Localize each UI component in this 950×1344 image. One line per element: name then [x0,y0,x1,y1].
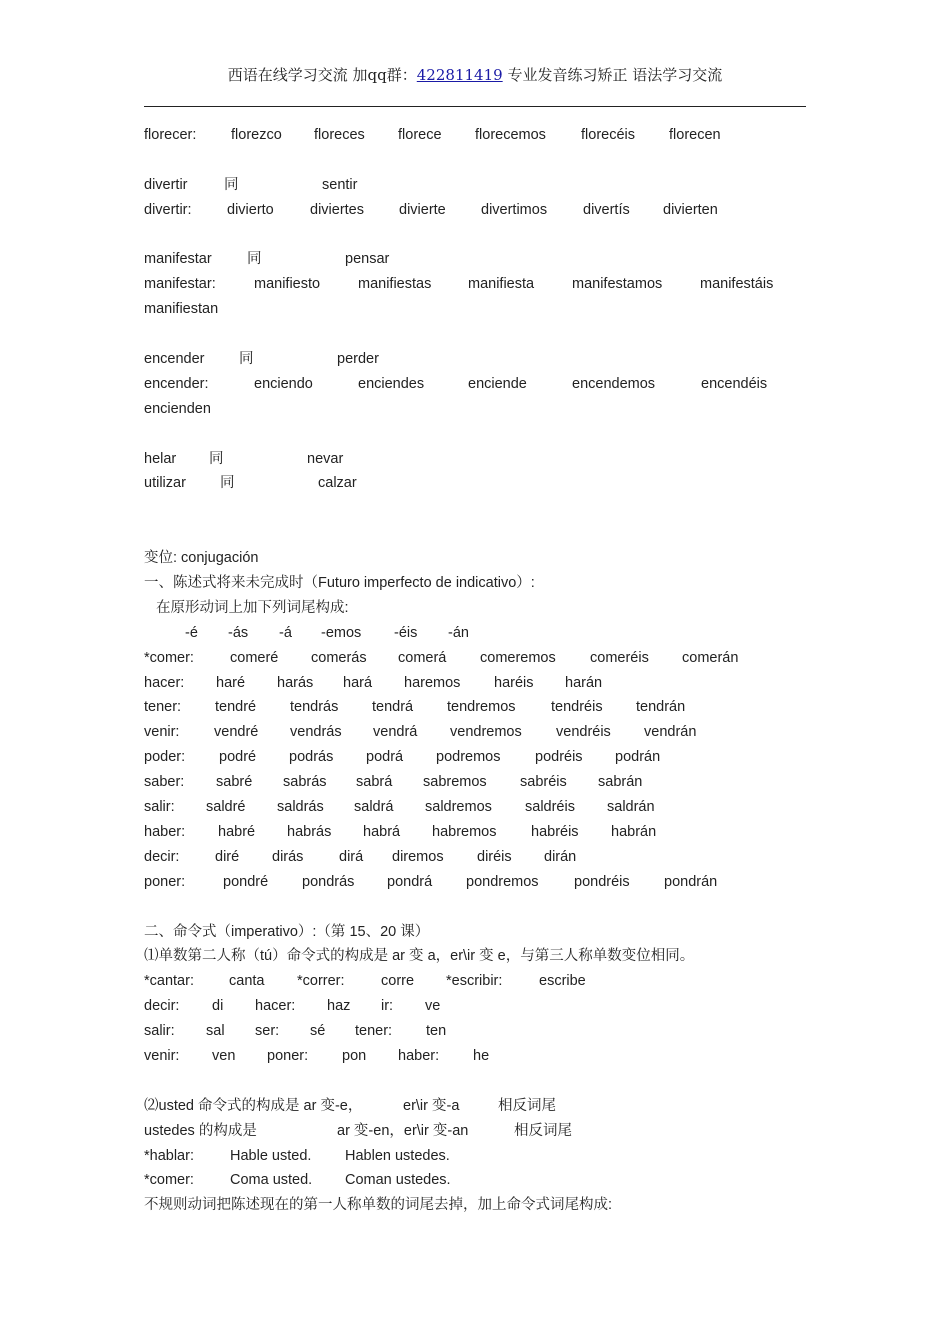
verb-form: enciende [468,375,527,392]
cell-text: habréis [531,823,579,840]
cell-text: saber: [144,774,185,791]
verb-form: manifiestan [144,301,219,318]
cell-text: habrá [363,823,401,840]
conjugation-row [144,745,806,770]
cell-text: ve [425,998,441,1015]
cell-text: sabréis [520,774,567,791]
cell-text: sabré [216,774,253,791]
cell-text: comeré [230,649,279,666]
cell-text: hará [343,674,373,691]
cell-text: harás [277,674,314,691]
cell-text: canta [229,973,265,990]
cell-text: pondrás [302,873,355,890]
cell-text: *correr: [297,973,345,990]
cell-text: Hable usted. [230,1147,312,1164]
cell-text: habremos [432,823,497,840]
verb-form: floreces [314,127,365,143]
rule-row [144,1094,806,1119]
verb-form: enciendo [254,375,313,392]
cell-text: tendrá [372,699,414,716]
cell-text: tendrán [636,699,686,716]
cell-text: corre [381,973,415,990]
example-row [144,1168,806,1193]
cell-text: ser: [255,1023,280,1040]
ending: -án [448,624,469,641]
verb-form: divierte [399,201,446,218]
verb-form: enciendes [358,375,425,392]
cell-text: pondremos [466,873,539,890]
cell-text: tener: [144,699,182,716]
same-as-row [144,447,806,472]
cell-text: haz [327,998,351,1015]
cell-text: saldré [206,799,246,816]
cell-text: vendréis [556,724,611,741]
cell-text: sé [310,1023,326,1040]
conjugation-row [144,272,806,297]
ending: -ás [228,624,249,641]
same-as-marker: 同 [209,450,224,467]
cell-text: saldrán [607,799,655,816]
cell-text: podrás [289,749,334,766]
cell-text: sabrán [598,774,643,791]
page-header [144,64,806,85]
conjugation-row [144,123,806,148]
endings-row [144,621,806,646]
verb-form: florezco [231,127,282,143]
cell-text: podréis [535,749,583,766]
cell-text: saldremos [425,799,492,816]
verb-form: manifestamos [572,276,663,293]
same-as-row [144,471,806,496]
verb-label: florecer: [144,127,197,143]
same-as-row [144,247,806,272]
example-row [144,969,806,994]
cell-text: escribe [539,973,586,990]
verb-form: florecéis [581,127,635,143]
cell-text: harán [565,674,603,691]
cell-text: *hablar: [144,1147,194,1164]
cell-text: tendréis [551,699,603,716]
cell-text: ir: [381,998,394,1015]
cell-text: habrás [287,823,332,840]
section-description: 在原形动词上加下列词尾构成: [156,599,349,616]
conjugation-row [144,198,806,223]
cell-text: tener: [355,1023,393,1040]
cell-text: vendremos [450,724,522,741]
verb-form: florecemos [475,127,546,143]
cell-text: 相反词尾 [498,1097,556,1114]
cell-text: *comer: [144,649,194,666]
verb-label: encender: [144,375,209,392]
cell-text: comeréis [590,649,649,666]
cell-text: Coma usted. [230,1172,313,1189]
cell-text: podré [219,749,257,766]
cell-text: vendrás [290,724,342,741]
model-verb: calzar [318,475,357,492]
verb-label: helar [144,450,177,467]
cell-text: dirás [272,848,304,865]
verb-form: encendemos [572,375,656,392]
verb-form: manifestáis [700,276,774,293]
cell-text: hacer: [255,998,296,1015]
cell-text: habré [218,823,256,840]
verb-label: divertir: [144,201,192,218]
model-verb: pensar [345,251,390,268]
cell-text: vendrán [644,724,697,741]
cell-text: tendrás [290,699,339,716]
cell-text: ar 变-en，er\ir 变-an [337,1122,469,1139]
verb-label: manifestar: [144,276,216,293]
same-as-row [144,173,806,198]
cell-text: pondré [223,873,269,890]
example-row [144,994,806,1019]
cell-text: saldréis [525,799,575,816]
same-as-row [144,347,806,372]
conjugation-row [144,845,806,870]
cell-text: habrán [611,823,657,840]
cell-text: saldrás [277,799,324,816]
conjugation-row [144,870,806,895]
cell-text: 相反词尾 [514,1122,572,1139]
cell-text: diremos [392,848,444,865]
verb-form: encienden [144,400,211,417]
cell-text: Coman ustedes. [345,1172,451,1189]
conjugation-row [144,820,806,845]
cell-text: di [212,998,224,1015]
cell-text: saldrá [354,799,394,816]
cell-text: salir: [144,799,175,816]
verb-form: manifiestas [358,276,432,293]
cell-text: *cantar: [144,973,194,990]
model-verb: perder [337,351,379,368]
cell-text: pondrán [664,873,718,890]
cell-text: ustedes 的构成是 [144,1122,257,1139]
conjugation-row [144,795,806,820]
cell-text: comerás [311,649,367,666]
cell-text: dirán [544,848,577,865]
cell-text: poder: [144,749,186,766]
cell-text: er\ir 变-a [403,1097,460,1114]
cell-text: haber: [144,823,186,840]
conjugation-row [144,695,806,720]
cell-text: salir: [144,1023,175,1040]
same-as-marker: 同 [220,475,235,492]
verb-label: utilizar [144,475,186,492]
verb-form: manifiesto [254,276,321,293]
header-divider [144,106,806,107]
cell-text: diré [215,848,240,865]
cell-text: haremos [404,674,461,691]
verb-form: divierten [663,201,718,218]
same-as-marker: 同 [239,351,254,368]
verb-form: encendéis [701,375,768,392]
verb-form: divertimos [481,201,548,218]
conjugation-row [144,646,806,671]
verb-form: divierto [227,201,274,218]
verb-label: encender [144,351,205,368]
cell-text: sabremos [423,774,487,791]
cell-text: podrán [615,749,661,766]
example-row [144,1144,806,1169]
verb-form: florecen [669,127,721,143]
cell-text: he [473,1047,490,1064]
qq-group-link[interactable]: 422811419 [416,66,503,84]
cell-text: vendrá [373,724,418,741]
cell-text: decir: [144,998,180,1015]
cell-text: comerá [398,649,447,666]
cell-text: diréis [477,848,512,865]
example-row [144,1019,806,1044]
cell-text: venir: [144,1047,180,1064]
model-verb: sentir [322,176,358,193]
same-as-marker: 同 [224,176,239,193]
cell-text: decir: [144,848,180,865]
cell-text: venir: [144,724,180,741]
header-prefix: 西语在线学习交流 加qq群： [227,66,417,84]
verb-form: manifiesta [468,276,535,293]
verb-form: divertís [583,201,630,218]
ending: -éis [394,624,418,641]
conjugation-row [144,372,806,397]
cell-text: tendré [215,699,257,716]
conjugation-row [144,720,806,745]
cell-text: ven [212,1047,236,1064]
verb-label: manifestar [144,251,212,268]
header-suffix: 专业发音练习矫正 语法学习交流 [502,66,723,84]
example-row [144,1044,806,1069]
rule-text: 不规则动词把陈述现在的第一人称单数的词尾去掉，加上命令式词尾构成: [144,1197,613,1214]
cell-text: Hablen ustedes. [345,1147,450,1164]
cell-text: sal [206,1023,225,1040]
same-as-marker: 同 [247,251,262,268]
cell-text: pondrá [387,873,433,890]
cell-text: pondréis [574,873,630,890]
rule-row [144,1119,806,1144]
cell-text: pon [342,1047,367,1064]
cell-text: ten [426,1023,447,1040]
cell-text: poner: [144,873,186,890]
ending: -é [185,624,198,641]
cell-text: comeremos [480,649,556,666]
cell-text: podrá [366,749,404,766]
cell-text: haréis [494,674,534,691]
cell-text: poner: [267,1047,309,1064]
cell-text: dirá [339,848,364,865]
ending: -emos [321,624,362,641]
cell-text: podremos [436,749,501,766]
rule-text: ⑴单数第二人称（tú）命令式的构成是 ar 变 a，er\ir 变 e，与第三人称单数变位相同。 [144,948,695,965]
conjugation-row [144,671,806,696]
verb-label: divertir [144,176,188,193]
cell-text: haber: [398,1047,440,1064]
cell-text: sabrá [356,774,393,791]
cell-text: comerán [682,649,739,666]
section-heading: 变位: conjugación [144,550,259,567]
cell-text: tendremos [447,699,516,716]
section-title: 二、命令式（imperativo）:（第 15、20 课） [144,923,430,940]
cell-text: vendré [214,724,259,741]
cell-text: sabrás [283,774,327,791]
conjugation-row [144,770,806,795]
cell-text: ⑵usted 命令式的构成是 ar 变-e， [144,1097,363,1114]
section-title: 一、陈述式将来未完成时（Futuro imperfecto de indicativo）: [144,575,535,592]
verb-form: diviertes [310,201,364,218]
model-verb: nevar [307,450,344,467]
document-body [144,123,806,1218]
cell-text: haré [216,674,246,691]
cell-text: hacer: [144,674,185,691]
cell-text: *comer: [144,1172,194,1189]
ending: -á [279,624,292,641]
cell-text: *escribir: [446,973,503,990]
verb-form: florece [398,127,442,143]
